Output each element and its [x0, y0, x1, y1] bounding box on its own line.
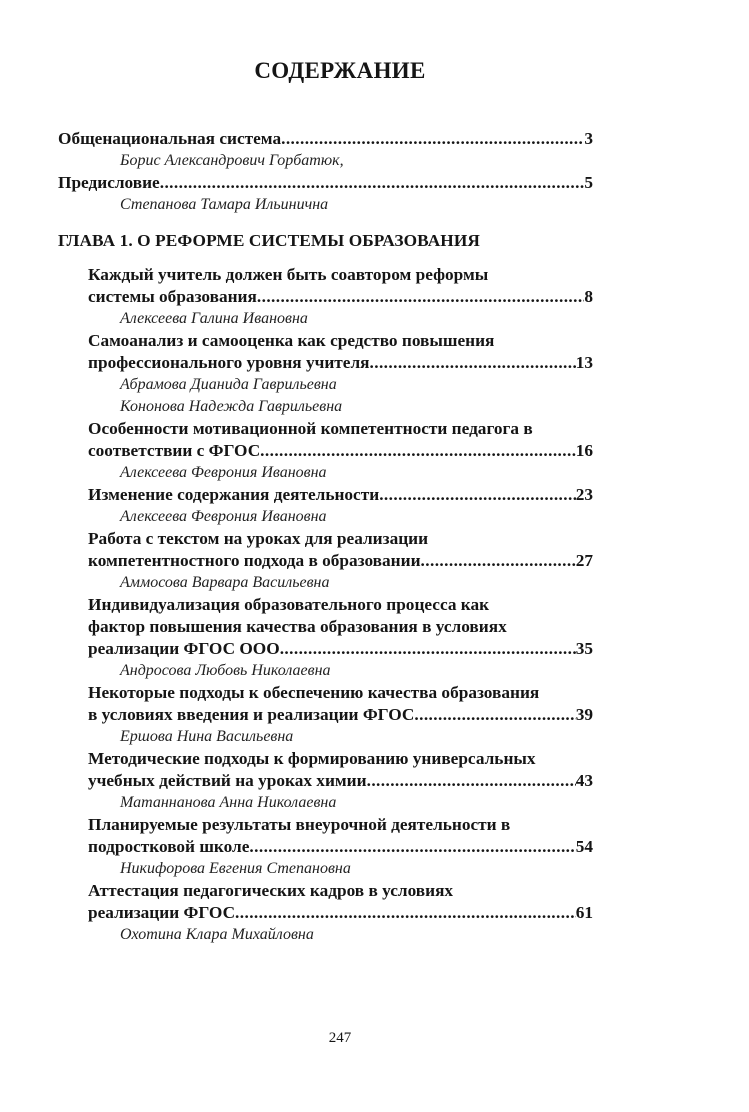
dot-leader [367, 770, 576, 792]
toc-entry-title-line [88, 682, 593, 704]
toc-entry[interactable] [88, 330, 593, 418]
toc-entry-title: Работа с текстом на уроках для реализации [88, 529, 429, 548]
toc-entry-title: в условиях введения и реализации ФГОС [88, 705, 415, 724]
toc-entry-page: 3 [584, 129, 593, 148]
toc-entry-author: Алексеева Феврония Ивановна [120, 508, 327, 525]
toc-entry-author: Охотина Клара Михайловна [120, 926, 314, 943]
toc-entry-title: реализации ФГОС [88, 903, 236, 922]
toc-entry-title-line [88, 880, 593, 902]
toc-entry-page: 5 [584, 173, 593, 192]
toc-entry[interactable] [88, 594, 593, 682]
toc-entry-page: 35 [575, 639, 593, 658]
toc-entry-title-line-last [58, 172, 593, 194]
toc-entry-title: Индивидуализация образовательного процесса как [88, 595, 490, 614]
toc-entry-title: Планируемые результаты внеурочной деятельности в [88, 815, 511, 834]
toc-entry-title-line-last [88, 484, 593, 506]
toc-entry-title: Изменение содержания деятельности [88, 485, 380, 504]
toc-entry-page: 16 [575, 441, 593, 460]
toc-entry[interactable] [88, 484, 593, 528]
toc-entry-title: Методические подходы к формированию универсальных [88, 749, 536, 768]
toc-entry-title-line-last [88, 352, 593, 374]
toc-entry-author: Борис Александрович Горбатюк, [120, 152, 344, 169]
toc-entry-title: компетентностного подхода в образовании [88, 551, 421, 570]
toc-entry-title-line-last [88, 770, 593, 792]
page-number: 247 [328, 1030, 352, 1046]
dot-leader [260, 440, 576, 462]
toc-entry-title-line [88, 594, 593, 616]
toc-entry[interactable] [88, 748, 593, 814]
toc-entry-title-line [88, 814, 593, 836]
toc-entry[interactable] [88, 814, 593, 880]
dot-leader [280, 638, 576, 660]
toc-entry-title-line [88, 528, 593, 550]
toc-entry-title: Особенности мотивационной компетентности педагога в [88, 419, 533, 438]
dot-leader [249, 836, 575, 858]
toc-entry[interactable] [88, 682, 593, 748]
dot-leader [257, 286, 584, 308]
toc-entry-page: 8 [584, 287, 593, 306]
table-of-contents [58, 128, 593, 946]
toc-entry-title: Общенациональная система [58, 129, 282, 148]
toc-entry-author: Андросова Любовь Николаевна [120, 662, 331, 679]
toc-entry-title-line [88, 330, 593, 352]
toc-entry-page: 13 [575, 353, 593, 372]
toc-entry-author: Алексеева Феврония Ивановна [120, 464, 327, 481]
dot-leader [370, 352, 576, 374]
toc-entry-title: Аттестация педагогических кадров в условиях [88, 881, 454, 900]
toc-entry-title-line [88, 418, 593, 440]
toc-entry-author: Кононова Надежда Гаврильевна [120, 398, 343, 415]
toc-entry-author: Степанова Тамара Ильинична [120, 196, 329, 213]
toc-entry-title: системы образования [88, 287, 257, 306]
toc-entry-title-line-last [88, 902, 593, 924]
toc-entry-page: 61 [575, 903, 593, 922]
toc-entry-page: 43 [575, 771, 593, 790]
dot-leader [281, 128, 584, 150]
dot-leader [160, 172, 585, 194]
toc-entry-page: 54 [575, 837, 593, 856]
toc-entry-title: учебных действий на уроках химии [88, 771, 367, 790]
toc-entry[interactable] [88, 880, 593, 946]
toc-entry[interactable] [58, 128, 593, 172]
toc-entry-title-line-last [88, 638, 593, 660]
toc-entry-title-line-last [88, 286, 593, 308]
top-entries [58, 128, 593, 216]
toc-entry-title: Самоанализ и самооценка как средство повышения [88, 331, 495, 350]
toc-entry-author: Аммосова Варвара Васильевна [120, 574, 330, 591]
toc-entry-title: фактор повышения качества образования в условиях [88, 617, 507, 636]
toc-entry-title: реализации ФГОС ООО [88, 639, 280, 658]
toc-entry-title: подростковой школе [88, 837, 250, 856]
toc-entry-title: Предисловие [58, 173, 160, 192]
toc-entry-title-line [88, 264, 593, 286]
toc-entry-title: Каждый учитель должен быть соавтором реформы [88, 265, 489, 284]
toc-entry-title-line-last [88, 704, 593, 726]
toc-entry-title-line-last [58, 128, 593, 150]
dot-leader [421, 550, 576, 572]
toc-entry-title-line [88, 616, 593, 638]
toc-entry-title-line-last [88, 550, 593, 572]
toc-entry-author: Ершова Нина Васильевна [120, 728, 294, 745]
toc-entry[interactable] [58, 172, 593, 216]
toc-entry-title: соответствии с ФГОС [88, 441, 261, 460]
toc-entry-page: 27 [575, 551, 593, 570]
toc-entry[interactable] [88, 264, 593, 330]
toc-entry-title: профессионального уровня учителя [88, 353, 370, 372]
toc-entry-title: Некоторые подходы к обеспечению качества образования [88, 683, 540, 702]
toc-entry-page: 39 [575, 705, 593, 724]
toc-entry-author: Матаннанова Анна Николаевна [120, 794, 337, 811]
toc-entry-title-line [88, 748, 593, 770]
toc-entry-title-line-last [88, 440, 593, 462]
toc-entry-author: Алексеева Галина Ивановна [120, 310, 308, 327]
toc-entry-author: Абрамова Дианида Гаврильевна [120, 376, 337, 393]
toc-entry-author: Никифорова Евгения Степановна [120, 860, 351, 877]
dot-leader [235, 902, 576, 924]
toc-entry-title-line-last [88, 836, 593, 858]
page-title: СОДЕРЖАНИЕ [254, 58, 426, 83]
toc-entry[interactable] [88, 418, 593, 484]
toc-entry-page: 23 [575, 485, 593, 504]
dot-leader [379, 484, 576, 506]
toc-entry[interactable] [88, 528, 593, 594]
chapter-heading: ГЛАВА 1. О РЕФОРМЕ СИСТЕМЫ ОБРАЗОВАНИЯ [58, 231, 480, 250]
chapter-entries [88, 264, 593, 946]
dot-leader [414, 704, 575, 726]
